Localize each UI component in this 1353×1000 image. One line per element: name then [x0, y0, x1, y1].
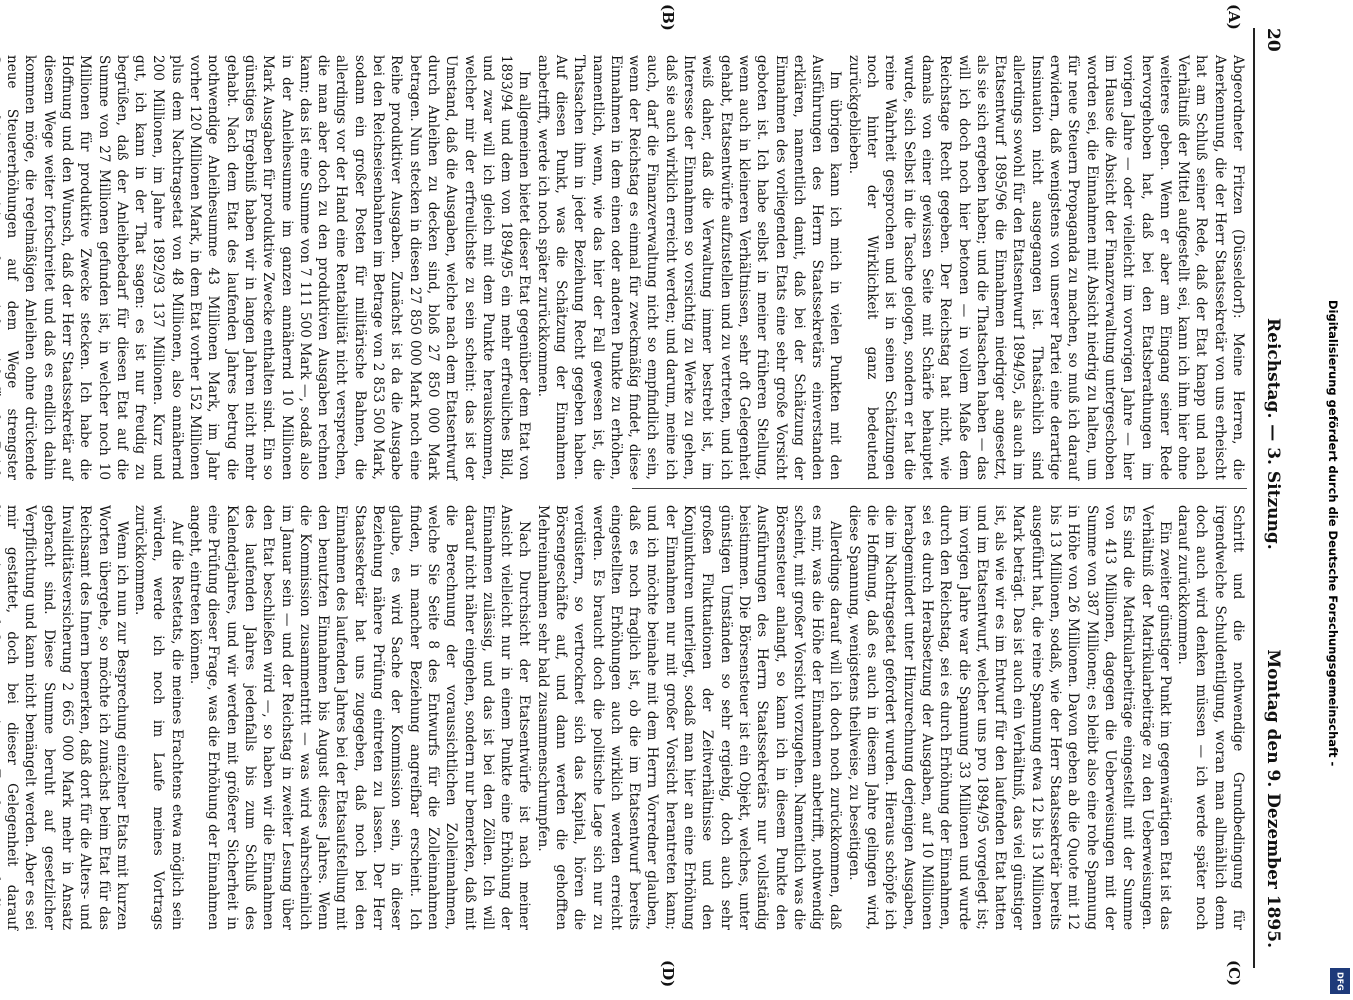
paragraph: Ein zweiter günstiger Punkt im gegenwärtigen Etat ist das Verhältniß der Matrikularbeiträge zu den Ueberweisungen. Es sind die Matrikularbeiträge eingestellt mit der Summe von 413 Millionen, dagegen die Ueberweisungen mit der Summe von 387 Millionen; es bleibt also eine rohe Spannung in Höhe von 26 Millionen. Davon geben ab die Quote mit 12 bis 13 Millionen, sodaß, wie der Herr Staatssekretär bereits ausgeführt hat, die reine Spannung etwa 12 bis 13 Millionen Mark beträgt. Das ist auch ein Verhältniß, das viel günstiger ist, als wie wir es im Entwurf für den laufenden Etat hatten und im Etatsentwurf, welcher uns pro 1894/95 vorgelegt ist; im vorigen Jahre war die Spannung 33 Millionen und wurde durch den Reichstag, sei es durch Erhöhung der Einnahmen, sei es durch Herabsetzung der Ausgaben, auf 10 Millionen herabgemindert unter Hinzurechnung derjenigen Ausgaben, die im Nachtragsetat gefordert wurden. Hieraus schöpfe ich die Hoffnung, daß es auch in diesem Jahre gelingen wird, diese Spannung, wenigstens theilweise, zu beseitigen. — [845, 505, 1173, 930]
margin-marker-b: (B) — [659, 4, 677, 31]
text-column-left — [0, 55, 1247, 480]
paragraph: Allerdings darauf will ich doch noch zurückkommen, daß es mir, was die Höhe der Einnahmen anbetrifft, nothwendig scheint, mit großer Vorsicht vorzugehen. Namentlich was die Börsensteuer anlangt, so kann ich in diesem Punkte den Ausführungen des Herrn Staatssekretärs nur vollständig beistimmen. Die Börsensteuer ist ein Objekt, welches, unter günstigen Umständen so sehr ergiebig, doch auch sehr großen Fluktuationen der Zeitverhältnisse und den Konjunkturen unterliegt, sodaß man hier an eine Erhöhung der Einnahmen nur mit großer Vorsicht herantreten kann; und ich möchte beinahe mit dem Herrn Vorredner glauben, daß es noch fraglich ist, ob die im Etatsentwurf bereits eingestellten Erhöhungen auch wirklich werden erreicht werden. Es braucht doch die politische Lage sich nur zu verdüstern, so vertrocknet sich das Kapital, hören die Börsengeschäfte auf, und dann werden die gehofften Mehreinnahmen sehr bald zusammenschrumpfen. — [534, 505, 844, 930]
paragraph: Abgeordneter Fritzen (Düsseldorf): Meine Herren, die Anerkennung, die der Herr Staatssekretär von uns erheischt hat am Schluß seiner Rede, daß der Etat knapp und nach Verhältniß der Mittel aufgestellt sei, kann ich ihm hier ohne weiteres geben. Wenn er aber am Eingang seiner Rede hervorgehoben hat, daß bei den Etatsberathungen im vorigen Jahre — oder vielleicht im vorvorigen Jahre — hier im Hause die Absicht der Finanzverwaltung untergeschoben worden sei, die Einnahmen mit Absicht niedrig zu halten, um für neue Steuern Propaganda zu machen, so muß ich darauf erwidern, daß wenigstens von unserer Partei eine derartige Insinuation nicht ausgegangen ist. Thatsächlich sind allerdings sowohl für den Etatsentwurf 1894/95, als auch im Etatsentwurf 1895/96 die Einnahmen niedriger angesetzt, als sie sich ergeben haben; und die Thatsachen haben — das will ich doch noch hier betonen — in vollem Maße dem Reichstage Recht gegeben. Der Reichstag hat nicht, wie damals von einer gewissen Seite mit Schärfe behauptet wurde, sich Selbst in die Tasche gelogen, sondern er hat die reine Wahrheit gesprochen und ist in seinen Schätzungen noch hinter der Wirklichkeit ganz bedeutend zurückgeblieben. — [845, 55, 1246, 480]
page-header — [1257, 28, 1287, 972]
margin-marker-c: (C) — [1225, 960, 1243, 987]
paragraph: Im übrigen kann ich mich in vielen Punkten mit den Ausführungen des Herrn Staatssekretärs einverstanden erklären, namentlich damit, daß bei der Schätzung der Einnahmen des vorliegenden Etats eine sehr große Vorsicht geboten ist. Ich habe selbst in meiner früheren Stellung, wenn auch in kleineren Verhältnissen, sehr oft Gelegenheit gehabt, Etatsentwürfe aufzustellen und zu vertreten, und ich weiß daher, daß die Verwaltung immer bestrebt ist, im Interesse der Einnahmen so vorsichtig zu Werke zu gehen, daß sie auch wirklich erreicht werden; und darum, meine ich auch, darf die Finanzverwaltung nicht so empfindlich sein, wenn der Reichstag es einmal für zweckmäßig findet, diese Einnahmen in dem einen oder anderen Punkte zu erhöhen, namentlich, wenn, wie das hier der Fall gewesen ist, die Thatsachen ihm in jeder Beziehung Recht gegeben haben. Auf diesen Punkt, was die Schätzung der Einnahmen anbetrifft, werde ich noch später zurückkommen. — [534, 55, 844, 480]
margin-marker-a: (A) — [1225, 4, 1243, 30]
paragraph: Im allgemeinen bietet dieser Etat gegenüber dem Etat von 1893/94 und dem von 1894/95 ein mehr erfreuliches Bild, und zwar will ich gleich mit dem Punkte herauskommen, welcher mir der erfreulichste zu sein scheint: das ist der Umstand, daß die Ausgaben, welche nach dem Etatsentwurf durch Anleihen zu decken sind, bloß 27 850 000 Mark betragen. Nun stecken in diesen 27 850 000 Mark noch eine Reihe produktiver Ausgaben. Zunächst ist da die Ausgabe bei den Reichseisenbahnen im Betrage von 2 853 500 Mark, sodann ein großer Posten für militärische Bahnen, die allerdings vor der Hand eine Rentabilität nicht versprechen, die man aber doch zu den produktiven Ausgaben rechnen kann; das ist eine Summe von 7 111 500 Mark —, sodaß also in der Anleihesumme im ganzen annähernd 10 Millionen Mark Ausgaben für produktive Zwecke enthalten sind. Ein so günstiges Ergebniß haben wir in langen Jahren nicht mehr gehabt. Nach dem Etat des laufenden Jahres betrug die nothwendige Anleihesumme 43 Millionen Mark, im Jahr vorher 120 Millionen Mark, in dem Etat vorher 152 Millionen plus dem Nachtragsetat von 48 Millionen, also annähernd 200 Millionen, im Jahre 1892/93 137 Millionen. Kurz und gut, ich kann in der That sagen: es ist nur freudig zu begrüßen, daß der Anleihebedarf für diesen Etat auf die Summe von 27 Millionen gefunden ist, in welcher noch 10 Millionen für produktive Zwecke stecken. Ich habe die Hoffnung und den Wunsch, daß der Herr Staatssekretär auf diesem Wege weiter fortschreitet und daß es endlich dahin kommen möge, die regelmäßigen Anleihen ohne drückende neue Steuererhöhungen auf dem Wege strengster — [4, 55, 533, 480]
header-rule — [1253, 28, 1255, 968]
paragraph: Wenn ich nun zur Besprechung einzelner Etats mit kurzen Worten übergehe, so möchte ich zunächst beim Etat für das Reichsamt des Innern bemerken, daß dort für die Alters- und Invaliditätsversicherung 2 665 000 Mark mehr in Ansatz gebracht sind. Diese Summe beruht auf gesetzlicher Verpflichtung und kann nicht bemängelt werden. Aber es sei mir gestattet, doch bei dieser Gelegenheit darauf — [4, 505, 130, 930]
paragraph: Auf die Restetats, die meines Erachtens etwa möglich sein würden, werde ich noch im Laufe meines Vortrags zurückkommen. — [132, 505, 185, 930]
paragraph: Schritt und die nothwendige Grundbedingung für irgendwelche Schuldentilgung, woran man allmählich denn doch auch wird denken müssen — ich werde später noch darauf zurückkommen. — [1175, 505, 1246, 930]
page-date: Montag den 9. Dezember 1895. — [1263, 649, 1283, 948]
page-number: 20 — [1263, 28, 1283, 52]
column-divider — [632, 488, 1247, 489]
paragraph: Nach Durchsicht der Etatsentwürfe ist nach meiner Ansicht vielleicht nur in einem Punkte eine Erhöhung der Einnahmen zulässig, und das ist bei den Zöllen. Ich will darauf nicht näher eingehen, sondern nur bemerken, daß mit die Berechnung der voraussichtlichen Zolleinnahmen, welche Sie Seite 8 des Entwurfs für die Zolleinnahmen finden, in mancher Beziehung angreifbar erscheint. Ich glaube, es wird Sache der Kommission sein, in dieser Beziehung nähere Prüfung eintreten zu lassen. Der Herr Staatssekretär hat uns zugegeben, daß noch bei den Einnahmen des laufenden Jahres bei der Etatsaufstellung mit den benutzten Einnahmen bis August dieses Jahres. Wenn die Kommission zusammentritt — was wird wahrscheinlich im Januar sein — und der Reichstag in zweiter Lesung über den Etat beschließen wird —, so haben wir die Einnahmen des laufenden Jahres jedenfalls bis zum Schluß des Kalenderjahres, und wir werden mit größerer Sicherheit in eine Prüfung dieser Frage, was die Erhöhung der Einnahmen angeht, eintreten können. — [187, 505, 533, 930]
margin-marker-d: (D) — [659, 960, 677, 988]
digitization-note: Digitalisierung gefördert durch die Deutsche Forschungsgemeinschaft - — [1326, 300, 1340, 767]
text-column-right — [0, 505, 1247, 930]
dfg-logo: DFG — [1330, 968, 1350, 994]
page-title: Reichstag. — 3. Sitzung. — [1263, 318, 1283, 550]
